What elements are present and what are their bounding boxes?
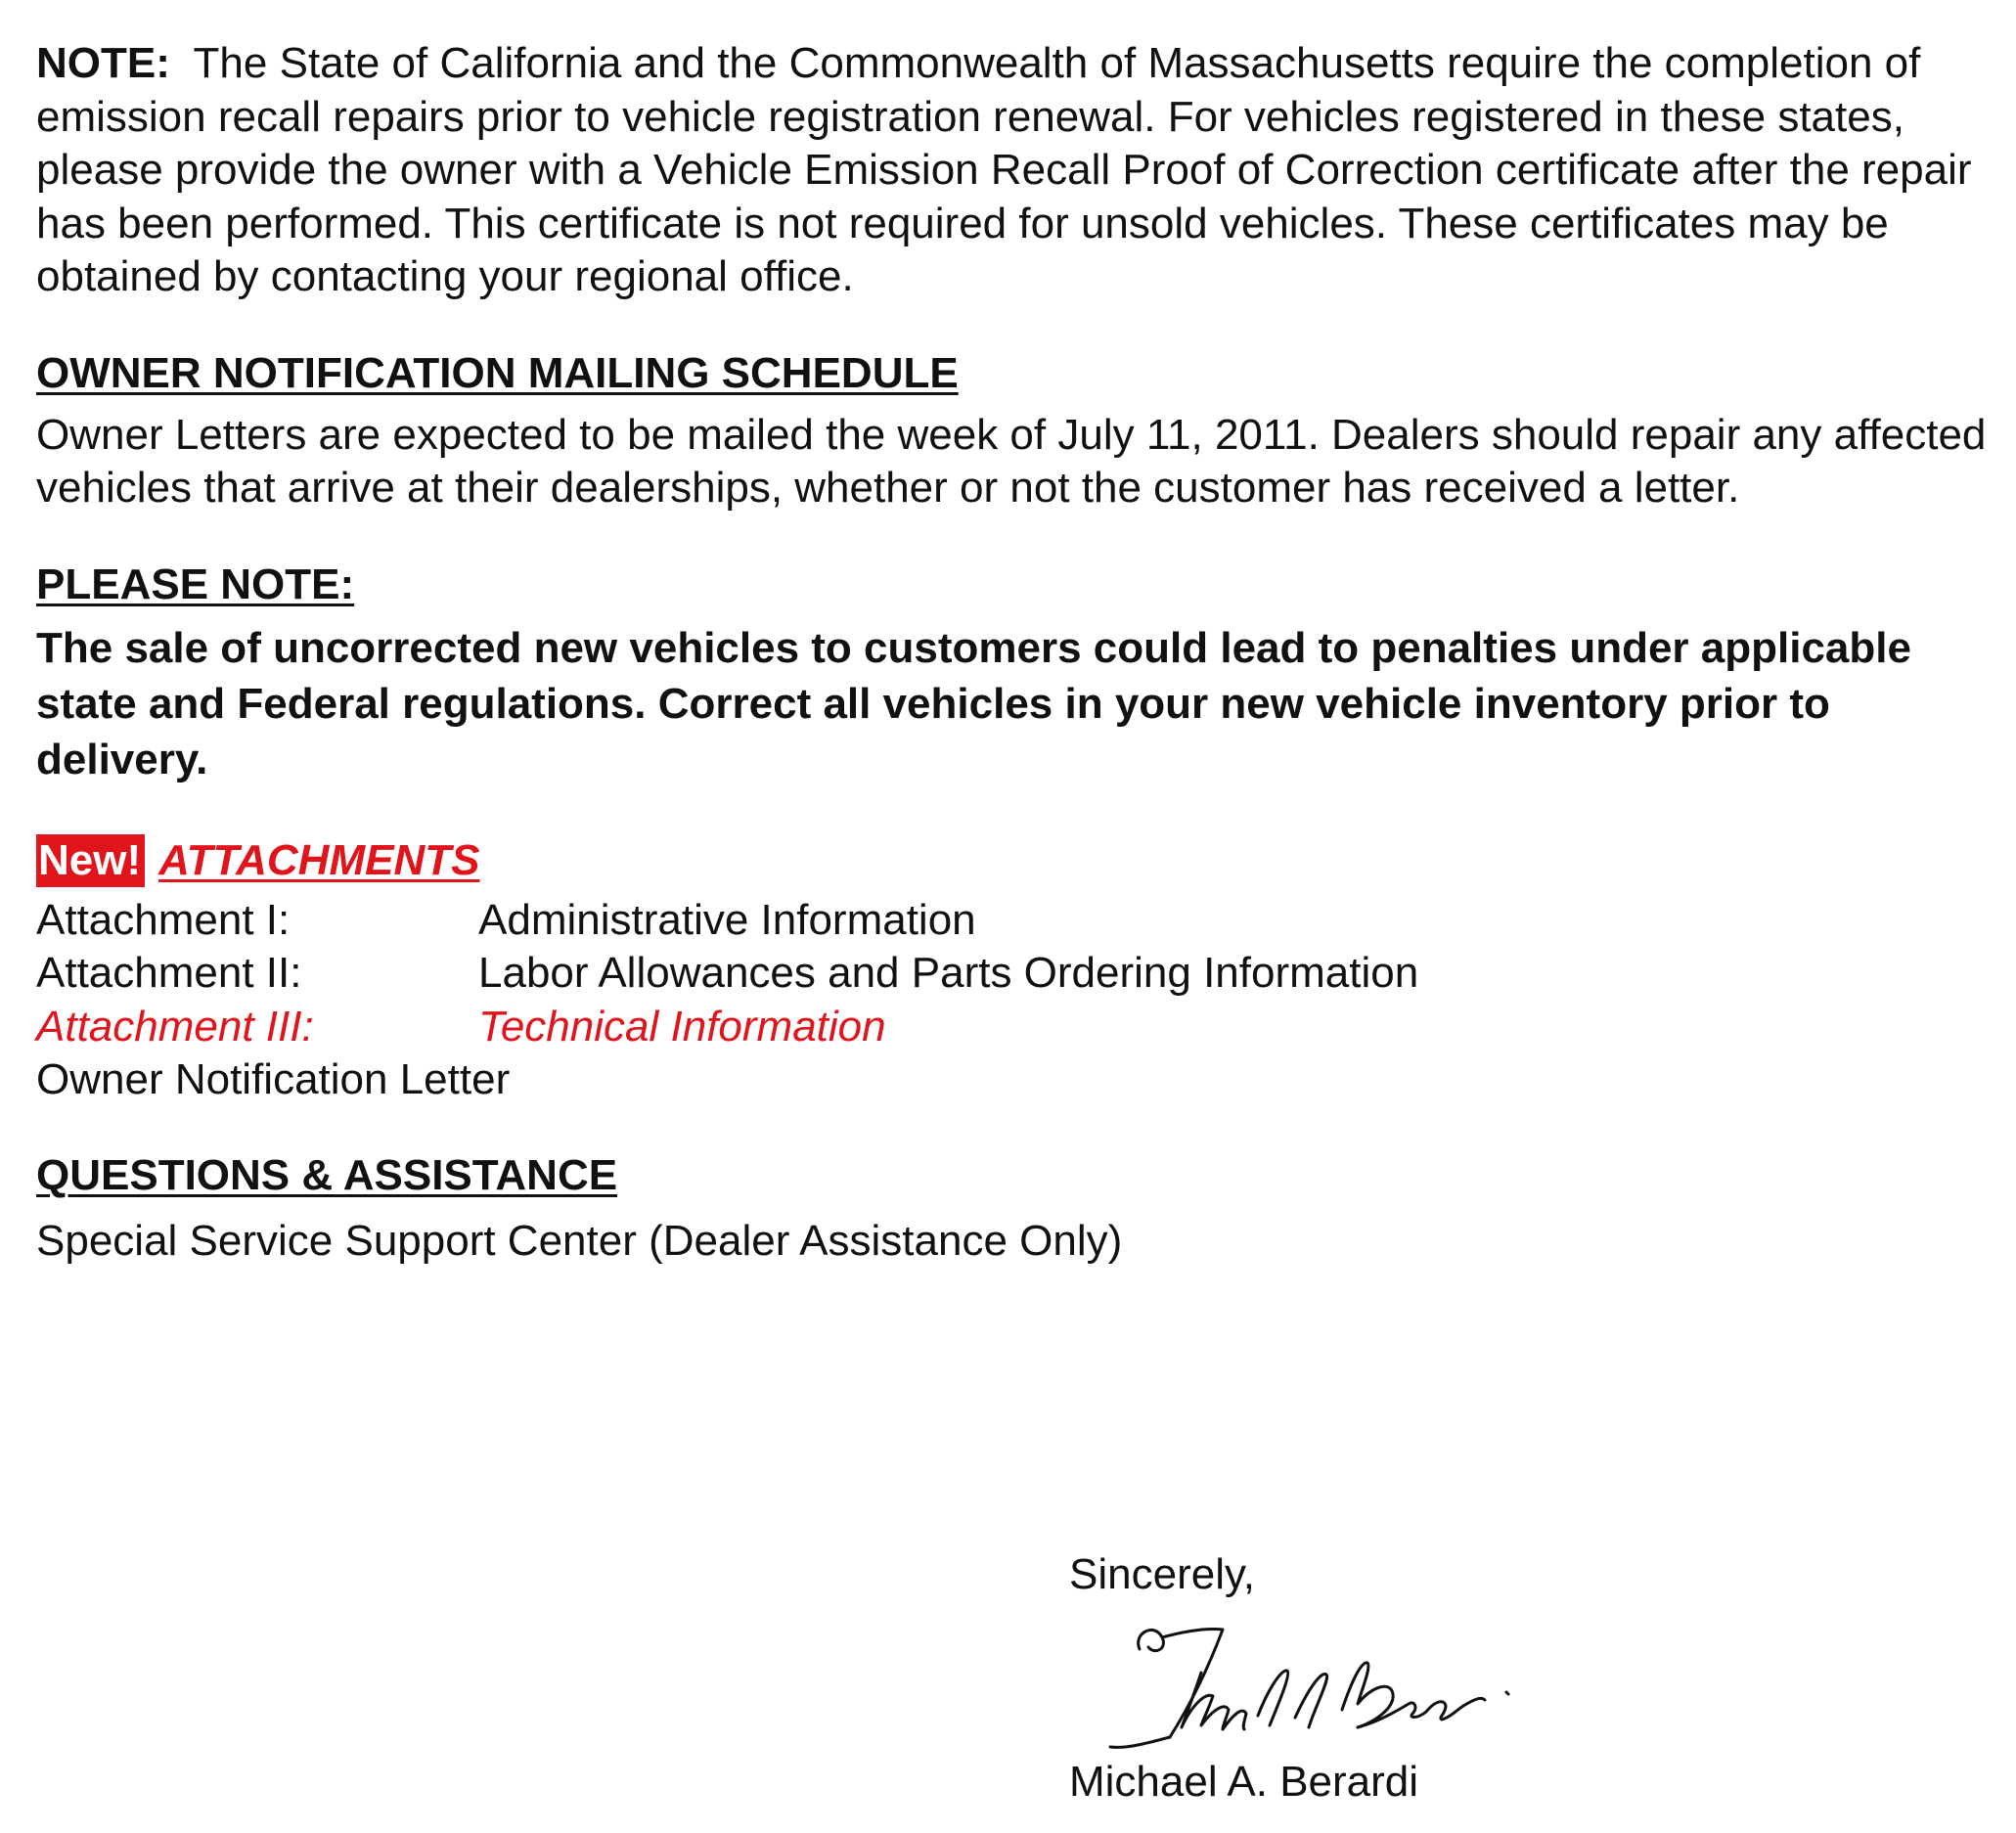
closing-salutation: Sincerely, (1069, 1550, 1255, 1598)
attachment-row-2 (36, 947, 2002, 1001)
signer-name: Michael A. Berardi (1069, 1758, 1419, 1806)
document-page (36, 37, 2002, 1268)
note-paragraph (36, 37, 2002, 304)
note-label: NOTE: (36, 39, 170, 87)
owner-notification-letter: Owner Notification Letter (36, 1055, 511, 1103)
attachment-value: Administrative Information (478, 895, 976, 944)
attachment-value: Technical Information (478, 1002, 886, 1051)
attachments-heading: ATTACHMENTS (158, 835, 480, 884)
please-note-text: The sale of uncorrected new vehicles to customers could lead to penalties under applicable state and Federal regulations. Correct all vehicles in your new vehicle inventory prior to delivery. (36, 623, 1911, 783)
please-note-heading: PLEASE NOTE: (36, 559, 355, 608)
attachment-extra-row (36, 1053, 2002, 1107)
questions-heading: QUESTIONS & ASSISTANCE (36, 1150, 618, 1199)
mailing-schedule-heading: OWNER NOTIFICATION MAILING SCHEDULE (36, 348, 959, 397)
signature-image (1086, 1612, 1536, 1759)
attachment-row-1 (36, 894, 2002, 948)
questions-text: Special Service Support Center (Dealer Assistance Only) (36, 1216, 1123, 1265)
mailing-schedule-text: Owner Letters are expected to be mailed the week of July 11, 2011. Dealers should repair any affected vehicles that arrive at their dealerships, whether or not the customer has received a letter. (36, 410, 1987, 512)
attachments-heading-row (36, 832, 2002, 889)
attachments-list (36, 894, 2002, 1107)
attachment-value: Labor Allowances and Parts Ordering Information (478, 949, 1419, 997)
attachment-label: Attachment III: (36, 1002, 314, 1051)
note-text: The State of California and the Commonwealth of Massachusetts require the completion of emission recall repairs prior to vehicle registration renewal. For vehicles registered in these states, please provide the owner with a Vehicle Emission Recall Proof of Correction certificate after the repair has been performed. This certificate is not required for unsold vehicles. These certificates may be obtained by contacting your regional office. (36, 39, 1972, 300)
attachment-label: Attachment II: (36, 949, 302, 997)
attachment-row-3 (36, 1001, 2002, 1054)
attachment-label: Attachment I: (36, 895, 291, 944)
new-badge: New! (36, 834, 145, 887)
